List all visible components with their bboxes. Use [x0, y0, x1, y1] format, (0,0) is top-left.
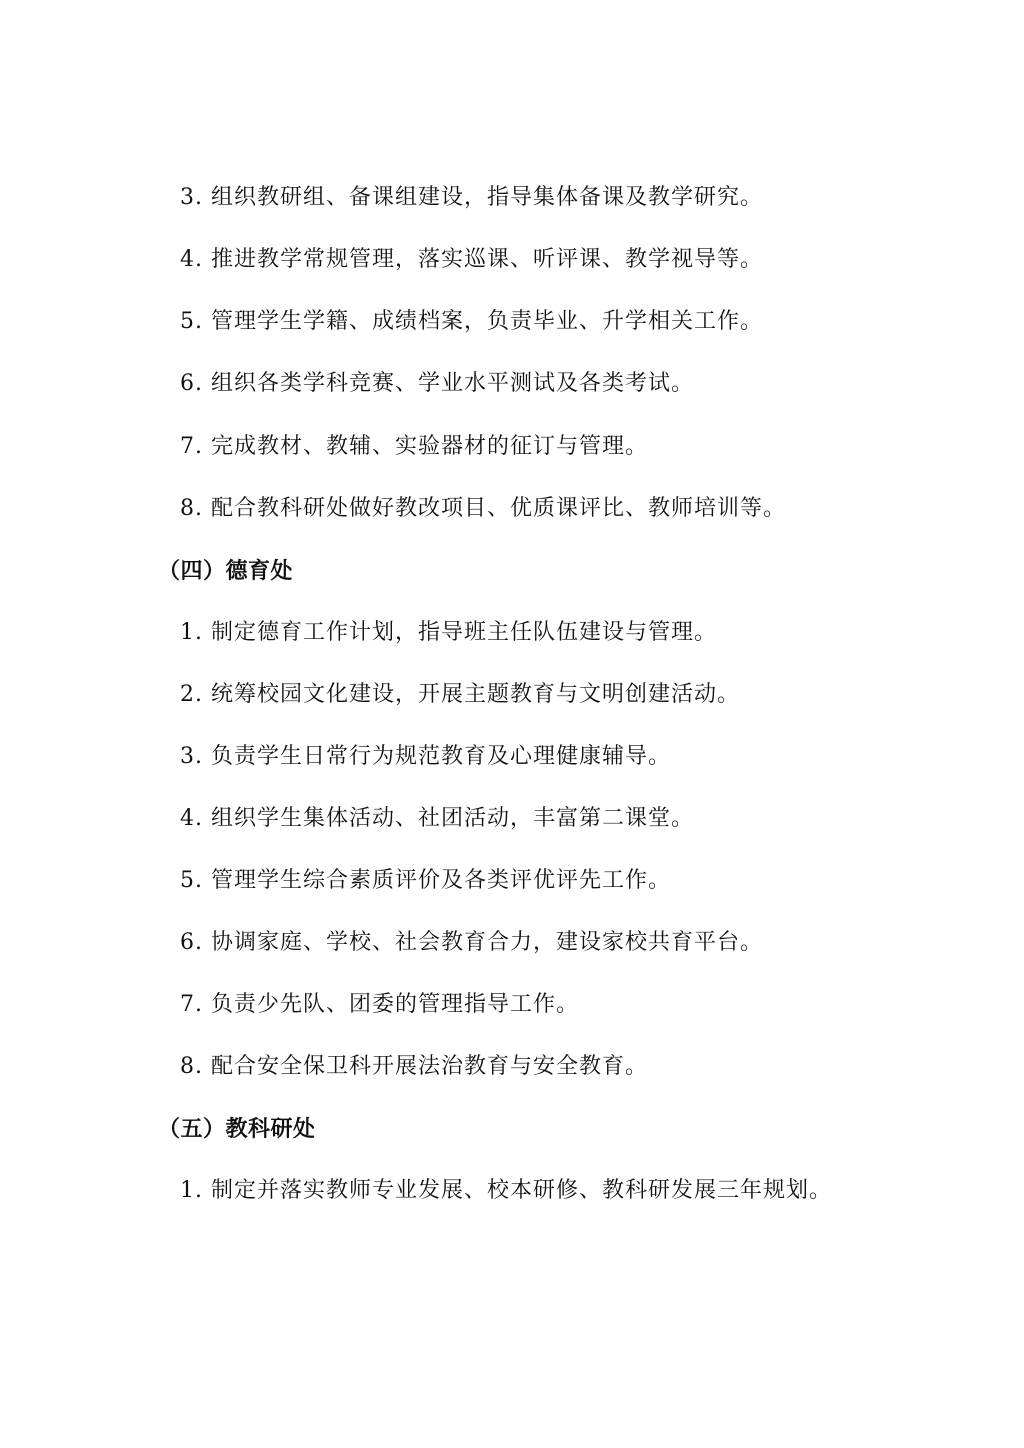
list-item: 8. 配合安全保卫科开展法治教育与安全教育。: [180, 1054, 648, 1079]
list-item: 3. 组织教研组、备课组建设，指导集体备课及教学研究。: [180, 185, 763, 210]
list-item: 4. 推进教学常规管理，落实巡课、听评课、教学视导等。: [180, 247, 763, 272]
list-item: 7. 负责少先队、团委的管理指导工作。: [180, 992, 579, 1017]
list-item: 5. 管理学生综合素质评价及各类评优评先工作。: [180, 868, 671, 893]
list-item: 4. 组织学生集体活动、社团活动，丰富第二课堂。: [180, 806, 694, 831]
list-item: 7. 完成教材、教辅、实验器材的征订与管理。: [180, 434, 648, 459]
list-item: 5. 管理学生学籍、成绩档案，负责毕业、升学相关工作。: [180, 309, 763, 334]
section-heading: （五）教科研处: [158, 1116, 316, 1142]
list-item: 1. 制定德育工作计划，指导班主任队伍建设与管理。: [180, 620, 717, 645]
list-item: 1. 制定并落实教师专业发展、校本研修、教科研发展三年规划。: [180, 1178, 832, 1203]
list-item: 6. 协调家庭、学校、社会教育合力，建设家校共育平台。: [180, 930, 763, 955]
list-item: 2. 统筹校园文化建设，开展主题教育与文明创建活动。: [180, 682, 740, 707]
list-item: 3. 负责学生日常行为规范教育及心理健康辅导。: [180, 744, 671, 769]
list-item: 6. 组织各类学科竞赛、学业水平测试及各类考试。: [180, 371, 694, 396]
list-item: 8. 配合教科研处做好教改项目、优质课评比、教师培训等。: [180, 496, 786, 521]
section-heading: （四）德育处: [158, 558, 294, 584]
